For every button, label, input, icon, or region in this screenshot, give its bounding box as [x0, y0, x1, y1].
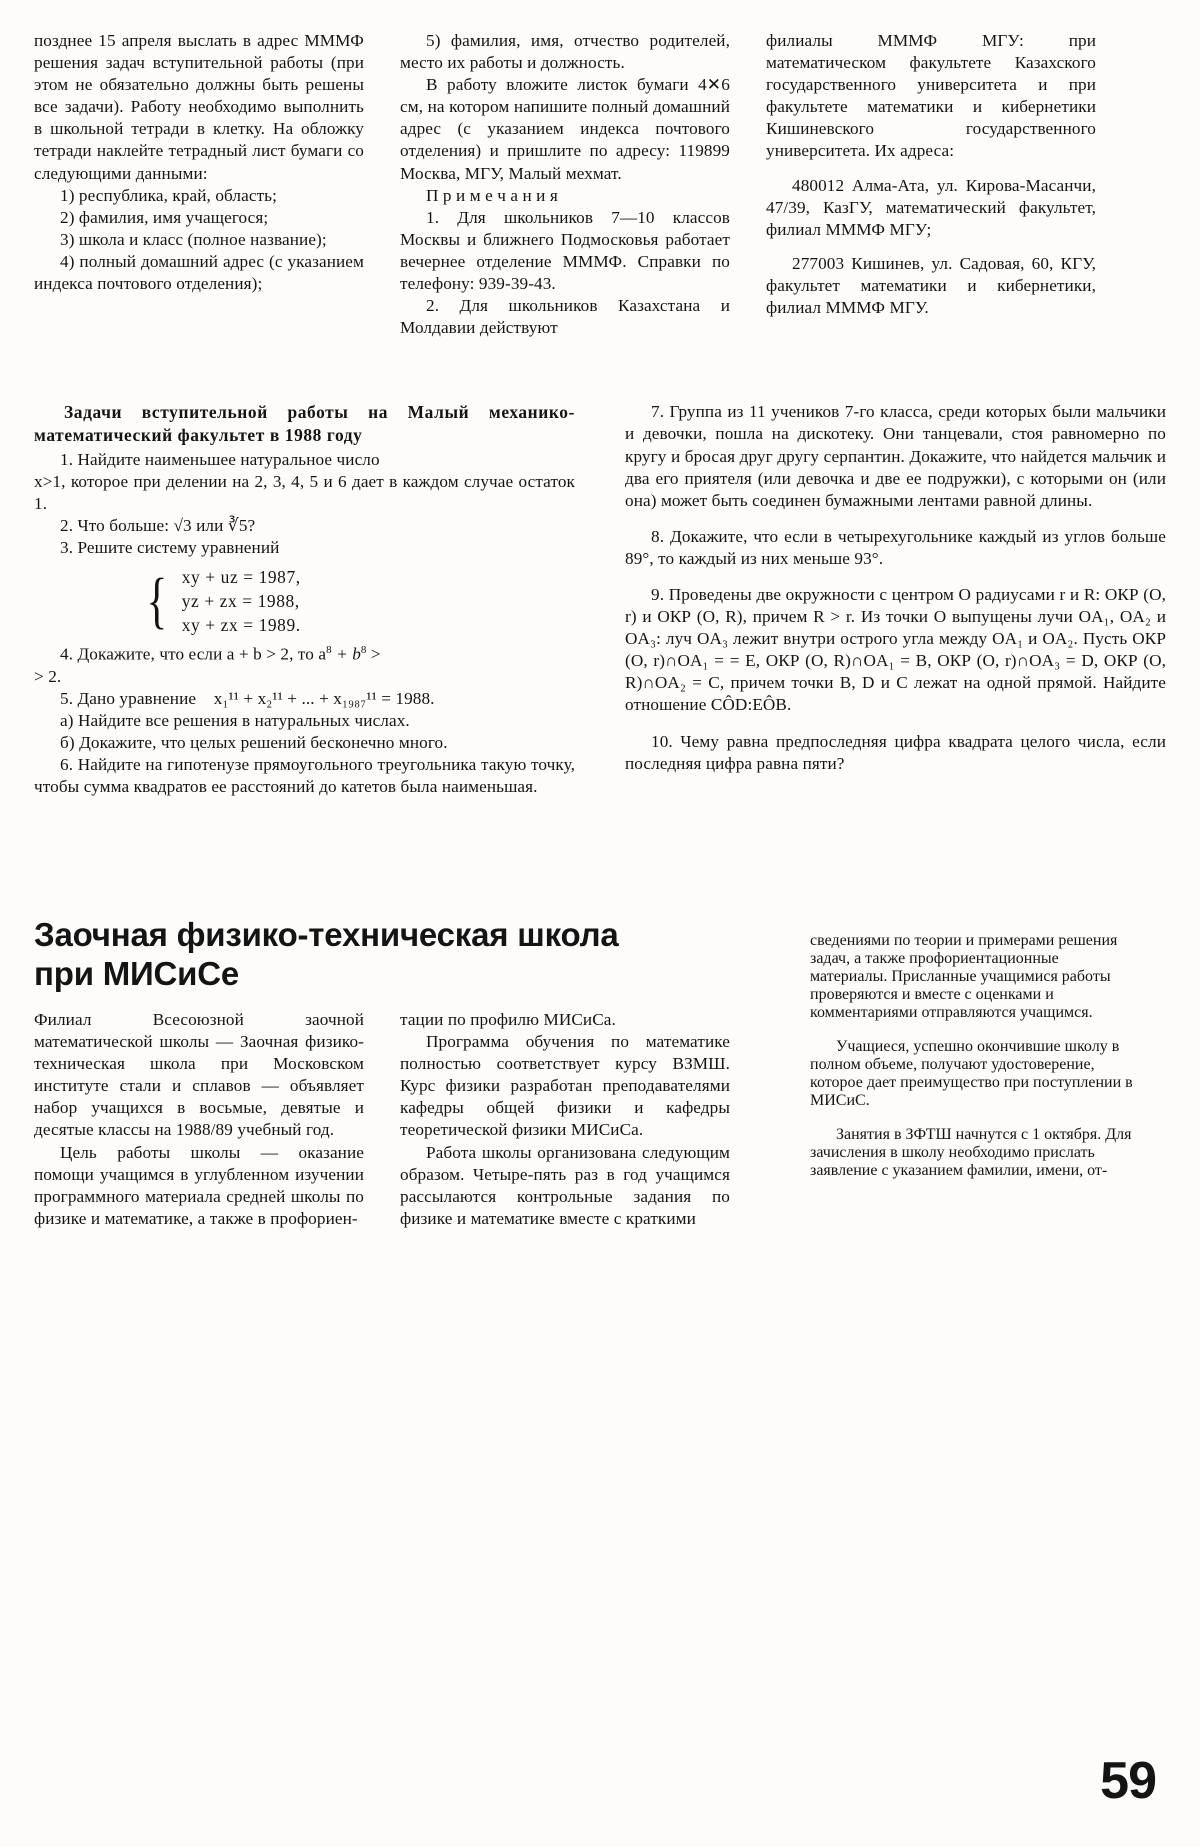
task-6: 6. Найдите на гипотенузе прямоугольного треугольника такую точку, чтобы сумма квадратов ее расстояний до катетов была наименьшая. — [34, 755, 575, 797]
task-8: 8. Докажите, что если в четырехугольнике каждый из углов больше 89°, то каждый из них меньше 93°. — [625, 526, 1166, 568]
tasks-section — [34, 401, 1166, 798]
paragraph: 4) полный домашний адрес (с указанием индекса почтового отделения); — [34, 251, 364, 294]
zftsh-column-1 — [34, 1009, 364, 1230]
task-5a: а) Найдите все решения в натуральных числах. — [60, 711, 410, 731]
equation-system — [34, 565, 575, 637]
zftsh-left — [34, 916, 774, 1229]
top-column-1 — [34, 30, 364, 339]
paragraph: Работа школы организована следующим образом. Четыре-пять раз в год учащимся рассылаются контрольные задания по физике и математике вместе с краткими — [400, 1142, 730, 1228]
task-10: 10. Чему равна предпоследняя цифра квадрата целого числа, если последняя цифра равна пяти? — [625, 731, 1166, 773]
section-heading-line-1: Заочная физико-техническая школа — [34, 916, 619, 954]
paragraph: В работу вложите листок бумаги 4✕6 см, на котором напишите полный домашний адрес (с указанием индекса почтового отделения) и пришлите по адресу: 119899 Москва, МГУ, Малый мехмат. — [400, 75, 730, 183]
zftsh-column-2 — [400, 1009, 730, 1230]
top-column-3 — [766, 30, 1096, 339]
paragraph: Учащиеся, успешно окончившие школу в полном объеме, получают удостоверение, которое дает преимущество при поступлении в МИСиС. — [810, 1038, 1133, 1110]
section-heading-line-2: при МИСиСе — [34, 954, 240, 992]
paragraph: Филиал Всесоюзной заочной математической школы — Заочная физико-техническая школа при Московском институте стали и сплавов — объявляет набор учащихся в восьмые, девятые и десятые классы на 1988/89 учебный год. — [34, 1010, 364, 1140]
notes-heading: П р и м е ч а н и я — [426, 185, 558, 205]
section-heading — [34, 916, 774, 993]
tasks-column-right — [625, 401, 1166, 798]
task-5-lead: 5. Дано уравнение — [60, 689, 197, 708]
paragraph: Занятия в ЗФТШ начнутся с 1 октября. Для зачисления в школу необходимо прислать заявление с указанием фамилии, имени, от- — [810, 1126, 1132, 1180]
top-column-2 — [400, 30, 730, 339]
paragraph: тации по профилю МИСиСа. — [400, 1010, 616, 1029]
paragraph: 1) республика, край, область; — [60, 185, 277, 205]
paragraph: 3) школа и класс (полное название); — [60, 229, 327, 249]
paragraph: 2) фамилия, имя учащегося; — [60, 207, 269, 227]
task-9: 9. Проведены две окружности с центром O радиусами r и R: ОКР (O, r) и ОКР (O, R), причем R > r. Из точки O выпущены лучи OA₁, OA₂ и OA₃: луч OA₃ лежит внутри острого угла между OA₁ и OA₂. Пусть ОКР (O, r)∩OA₁ = = E, ОКР (O, R)∩OA₁ = B, ОКР (O, r)∩OA₃ = D, ОКР (O, R)∩OA₂ = C, причем точки B, D и C лежат на одной прямой. Найдите отношение CÔD:EÔB. — [625, 584, 1166, 715]
paragraph: 2. Для школьников Казахстана и Молдавии действуют — [400, 296, 730, 338]
paragraph: Программа обучения по математике полностью соответствует курсу ВЗМШ. Курс физики разработан преподавателями кафедры общей физики и кафедры теоретической физики МИСиСа. — [400, 1032, 730, 1140]
address-almaata: 480012 Алма-Ата, ул. Кирова-Масанчи, 47/39, КазГУ, математический факультет, филиал МММФ МГУ; — [766, 175, 1096, 239]
paragraph: 5) фамилия, имя, отчество родителей, место их работы и должность. — [400, 31, 730, 73]
task-1-line1: 1. Найдите наименьшее натуральное число — [60, 449, 380, 469]
task-4-cont: > 2. — [34, 666, 62, 686]
equation-3: xy + zx = 1989. — [181, 615, 301, 636]
paragraph: Цель работы школы — оказание помощи учащимся в углубленном изучении программного материала средней школы по физике и математике, а также в профориен- — [34, 1142, 364, 1228]
page-content — [34, 30, 1166, 1230]
zftsh-column-3 — [810, 916, 1140, 1229]
paragraph: филиалы МММФ МГУ: при математическом факультете Казахского государственного университета и при факультете математики и кибернетики Кишиневского государственного университета. Их адреса: — [766, 31, 1096, 161]
zftsh-section — [34, 916, 1166, 1229]
task-4-text: 4. Докажите, что если a + b > 2, то a — [60, 644, 327, 664]
paragraph: 1. Для школьников 7—10 классов Москвы и ближнего Подмосковья работает вечернее отделение МММФ. Справки по телефону: 939-39-43. — [400, 207, 730, 294]
task-7: 7. Группа из 11 учеников 7-го класса, среди которых были мальчики и девочки, пошла на дискотеку. Они танцевали, стоя равномерно по кругу и бросая друг другу серпантин. Докажите, что найдется мальчик и два его приятеля (или девочка и две ее подружки), с которыми он (или она) может быть соединен бумажными лентами равной длины. — [625, 402, 1166, 510]
task-3: 3. Решите систему уравнений — [60, 537, 280, 557]
task-4: 4. Докажите, что если a + b > 2, то $a^8 + b^8$ > — [60, 644, 381, 664]
top-columns — [34, 30, 1166, 339]
equation-1: xy + uz = 1987, — [181, 567, 301, 588]
task-2: 2. Что больше: √3 или ∛5? — [60, 515, 256, 535]
tasks-title: Задачи вступительной работы на Малый механико-математический факультет в 1988 году — [34, 402, 575, 445]
equation-2: yz + zx = 1988, — [181, 591, 300, 612]
brace-glyph: { — [146, 566, 168, 635]
page-number: 59 — [1100, 1752, 1156, 1810]
task-5b: б) Докажите, что целых решений бесконечно много. — [60, 733, 448, 753]
task-5 — [34, 688, 575, 710]
tasks-column-left — [34, 401, 575, 798]
paragraph: сведениями по теории и примерами решения задач, а также профориентационные материалы. Присланные учащимися работы проверяются и вместе с оценками и комментариями отправляются учащимся. — [810, 932, 1118, 1022]
address-kishinev: 277003 Кишинев, ул. Садовая, 60, КГУ, факультет математики и кибернетики, филиал МММФ МГУ. — [766, 253, 1096, 318]
task-5-equation: x₁¹¹ + x₂¹¹ + ... + x₁₉₈₇¹¹ = 1988. — [213, 689, 435, 708]
task-1-line2: x>1, которое при делении на 2, 3, 4, 5 и 6 дает в каждом случае остаток 1. — [34, 471, 575, 513]
paragraph: позднее 15 апреля выслать в адрес МММФ решения задач вступительной работы (при этом не обязательно должны быть решены все задачи). Работу необходимо выполнить в школьной тетради в клетку. На обложку тетради наклейте тетрадный лист бумаги со следующими данными: — [34, 31, 364, 183]
